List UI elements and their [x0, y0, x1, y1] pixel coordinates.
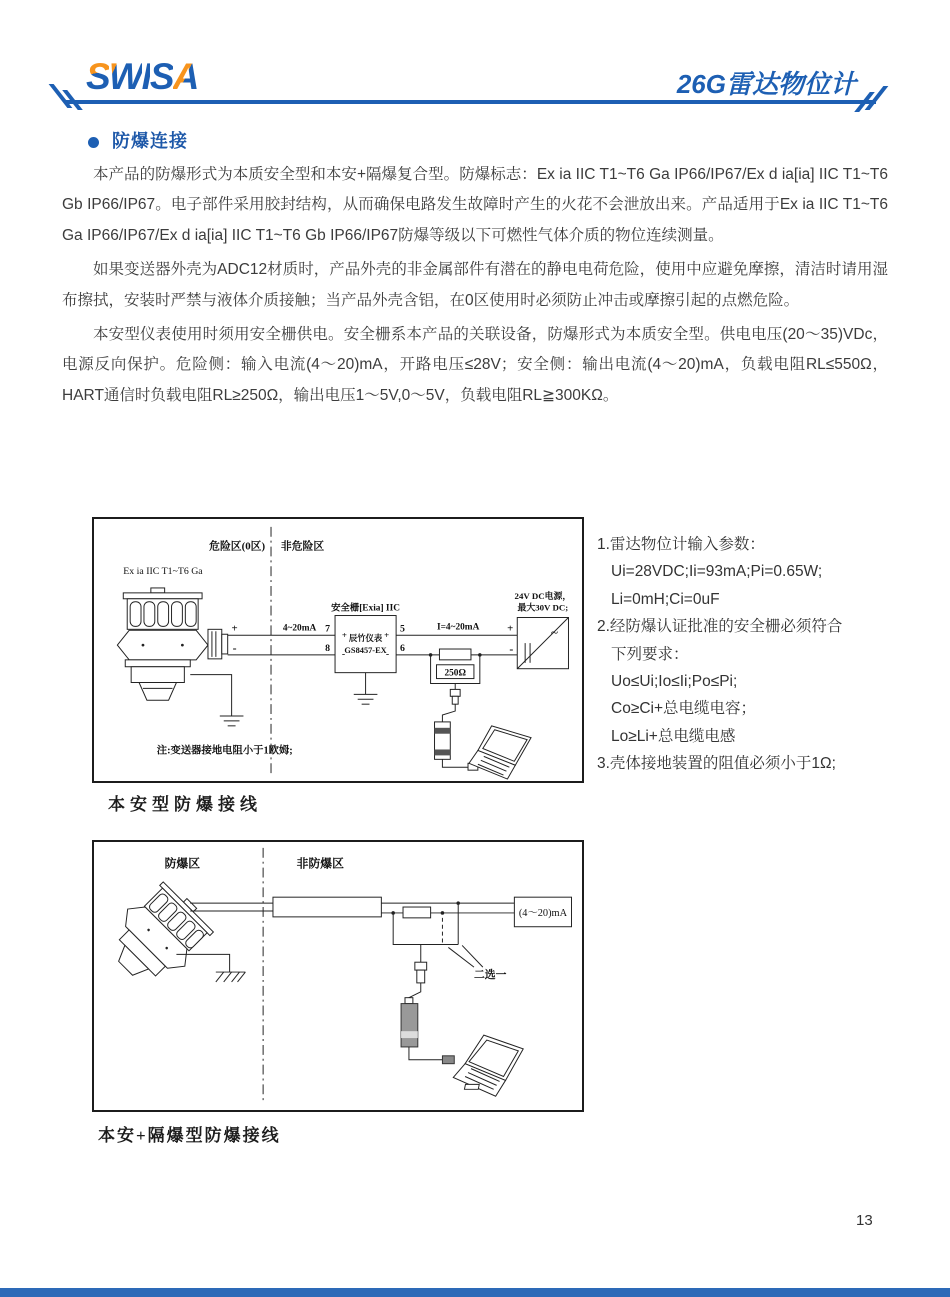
wire-plus-label: + — [231, 622, 238, 635]
logo-letter: S — [86, 56, 109, 97]
loop-current-label: 4~20mA — [282, 623, 317, 634]
zone-left-label: 危险区(0区) — [209, 540, 266, 553]
barrier-minus-left: - — [341, 648, 346, 660]
swisa-logo — [86, 58, 197, 95]
ground-symbol — [354, 673, 378, 705]
logo-letter: I — [141, 56, 150, 97]
note-line: 1.雷达物位计输入参数： — [597, 536, 765, 553]
wire-minus-label: - — [232, 640, 237, 655]
diagram1-caption: 本安型防爆接线 — [108, 795, 262, 814]
page-number: 13 — [856, 1212, 873, 1229]
psu-plus-label: + — [507, 622, 514, 635]
terminal-5: 5 — [400, 623, 405, 635]
note-line: 3.壳体接地装置的阻值必须小于1Ω; — [597, 755, 836, 773]
barrier-name: 辰竹仪表 — [348, 634, 383, 644]
usb-cable — [409, 1047, 443, 1060]
ground-symbol — [190, 675, 243, 726]
ex-rating-label: Ex ia IIC T1~T6 Ga — [123, 566, 203, 578]
ac-symbol: ~ — [550, 625, 559, 641]
zone-right-label: 非防爆区 — [296, 856, 344, 871]
choice-label: 二选一 — [473, 968, 507, 981]
barrier-model: GS8457-EX — [344, 645, 387, 655]
laptop-icon — [453, 1035, 523, 1096]
choice-leader-line — [448, 947, 474, 967]
laptop-icon — [469, 726, 531, 779]
paragraph: 本安型仪表使用时须用安全栅供电。安全栅系本产品的关联设备，防爆形式为本质安全型。供电电压(20～35)VDc，电源反向保护。危险侧：输入电流(4～20)mA，开路电压≤28V；安全侧：输出电流(4～20)mA，负载电阻RL≤550Ω，HART通信时负载电阻RL≥250Ω，输出电压1～5V,0～5V，负载电阻RL≧300KΩ。 — [62, 326, 888, 404]
page-title: 26G雷达物位计 — [676, 69, 856, 99]
note-line: 下列要求： — [611, 645, 689, 663]
zone-left-label: 防爆区 — [164, 856, 201, 871]
resistor-symbol — [403, 907, 431, 918]
terminal-8: 8 — [325, 642, 331, 654]
hart-modem-icon — [435, 722, 451, 759]
radar-transmitter-drawing — [117, 588, 227, 700]
connector-plug-icon — [450, 689, 460, 704]
radar-transmitter-drawing — [97, 874, 220, 997]
safety-barrier-box — [335, 616, 396, 673]
note-line: Li=0mH;Ci=0uF — [611, 590, 720, 608]
barrier-title: 安全栅[Exia] IIC — [331, 603, 400, 614]
body-text — [62, 160, 888, 415]
barrier-minus-right: - — [385, 648, 390, 660]
barrier-plus-left: + — [341, 630, 348, 641]
connector-plug-icon — [415, 962, 427, 983]
output-signal-label: (4～20)mA — [518, 907, 568, 919]
diagram-flameproof-wiring — [92, 840, 584, 1112]
bullet-icon — [88, 137, 99, 148]
note-line: Uo≤Ui;Io≤Ii;Po≤Pi; — [611, 672, 738, 690]
paragraph: 本产品的防爆形式为本质安全型和本安+隔爆复合型。防爆标志：Ex ia IIC T1~T6 Ga IP66/IP67/Ex d ia[ia] IIC T1~T6 Gb IP66/IP67。电子部件采用胶封结构，从而确保电路发生故障时产生的火花不会泄放出来。产品适用于Ex ia IIC T1~T6 Ga IP66/IP67/Ex d ia[ia] IIC T1~T6 Gb IP66/IP67防爆等级以下可燃性气体介质的物位连续测量。 — [62, 166, 888, 244]
note-line: Ui=28VDC;Ii=93mA;Pi=0.65W; — [611, 563, 823, 581]
hart-modem-icon — [401, 998, 418, 1047]
logo-letter: W — [108, 56, 142, 97]
usb-cable — [442, 759, 468, 767]
psu-label-line2: 最大30V DC; — [517, 602, 569, 613]
note-line: Lo≥Li+总电缆电感 — [611, 727, 736, 745]
psu-label-line1: 24V DC电源， — [514, 590, 572, 601]
paragraph: 如果变送器外壳为ADC12材质时，产品外壳的非金属部件有潜在的静电电荷危险，使用中应避免摩擦，清洁时请用湿布擦拭，安装时严禁与液体介质接触；当产品外壳含铝，在0区使用时必须防止冲击或摩擦引起的点燃危险。 — [62, 261, 888, 309]
cable-sleeve — [273, 897, 381, 917]
logo-letter: A — [172, 56, 198, 97]
usb-plug-icon — [442, 1056, 454, 1064]
grounding-note: 注:变送器接地电阻小于1欧姆; — [156, 745, 293, 757]
junction-dot — [441, 911, 445, 915]
diagram2-drawing — [94, 842, 582, 1110]
ground-symbol — [176, 954, 245, 982]
diagram-intrinsic-safe-wiring — [92, 517, 584, 783]
psu-minus-label: - — [509, 641, 514, 656]
note-line: Co≥Ci+总电缆电容； — [611, 700, 757, 718]
explosion-proof-notes — [597, 531, 927, 778]
terminal-6: 6 — [400, 642, 405, 654]
power-supply-box — [517, 617, 568, 668]
resistor-label: 250Ω — [444, 668, 466, 679]
hart-cable — [442, 704, 455, 722]
resistor-symbol — [439, 649, 471, 660]
note-line: 2.经防爆认证批准的安全栅必须符合 — [597, 618, 843, 636]
terminal-7: 7 — [325, 623, 331, 635]
footer-bar — [0, 1288, 950, 1297]
diagram1-drawing — [94, 519, 582, 781]
barrier-plus-right: + — [384, 630, 390, 641]
logo-letter: S — [149, 56, 173, 97]
header-rule — [66, 100, 876, 104]
section-heading: 防爆连接 — [112, 131, 188, 151]
output-current-label: I=4~20mA — [436, 622, 480, 633]
diagram2-caption: 本安+隔爆型防爆接线 — [98, 1126, 281, 1145]
choice-leader-line — [462, 945, 483, 967]
zone-right-label: 非危险区 — [280, 540, 325, 553]
